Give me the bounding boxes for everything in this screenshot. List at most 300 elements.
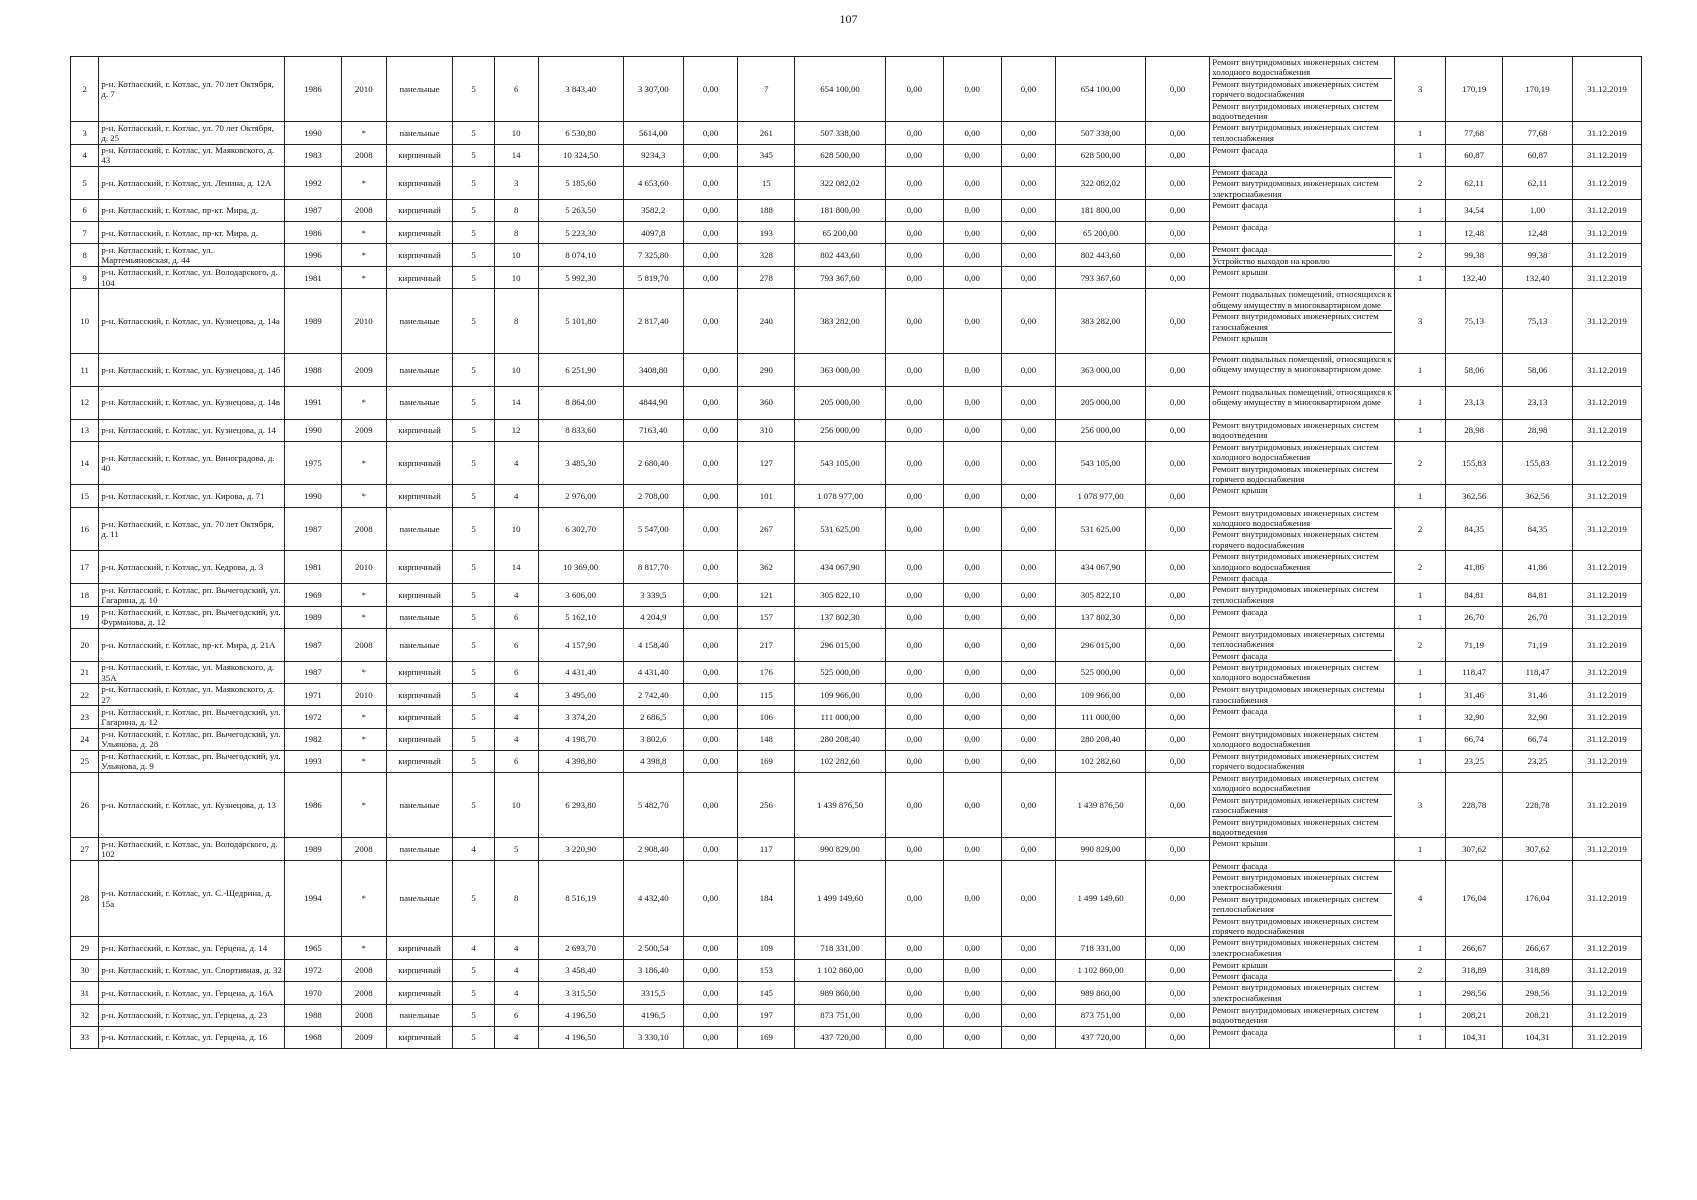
last-repair-year-cell: 2010 xyxy=(341,57,386,122)
row-number-cell: 18 xyxy=(71,584,99,606)
last-repair-year-cell: 2008 xyxy=(341,1004,386,1026)
table-row xyxy=(71,551,1642,584)
unit-cost-cell: 23,13 xyxy=(1446,386,1503,419)
table-row xyxy=(71,289,1642,354)
build-year-cell: 1975 xyxy=(285,441,342,485)
municipal-funds-cell: 0,00 xyxy=(1001,354,1056,387)
table-row xyxy=(71,57,1642,122)
total-cost-cell: 102 282,60 xyxy=(795,750,886,772)
residents-cell: 176 xyxy=(738,662,795,684)
residents-cell: 101 xyxy=(738,485,795,507)
residents-cell: 362 xyxy=(738,551,795,584)
total-area-cell: 8 074,10 xyxy=(538,244,623,267)
residents-cell: 310 xyxy=(738,419,795,441)
regional-funds-cell: 0,00 xyxy=(943,507,1001,551)
federal-funds-cell: 0,00 xyxy=(885,507,943,551)
build-year-cell: 1986 xyxy=(285,772,342,837)
federal-funds-cell: 0,00 xyxy=(885,267,943,289)
total-cost-cell: 990 829,00 xyxy=(795,838,886,860)
completion-date-cell: 31.12.2019 xyxy=(1572,684,1641,706)
build-year-cell: 1969 xyxy=(285,584,342,606)
unit-cost-cell: 66,74 xyxy=(1446,728,1503,750)
table-row xyxy=(71,728,1642,750)
non-residential-area-cell: 0,00 xyxy=(683,386,738,419)
total-area-cell: 3 485,30 xyxy=(538,441,623,485)
municipal-funds-cell: 0,00 xyxy=(1001,267,1056,289)
unit-cost-cell: 99,38 xyxy=(1446,244,1503,267)
unit-cost-cell: 170,19 xyxy=(1446,57,1503,122)
works-cell xyxy=(1210,838,1395,860)
total-area-cell: 8 833,60 xyxy=(538,419,623,441)
municipal-funds-cell: 0,00 xyxy=(1001,628,1056,661)
total-area-cell: 5 992,30 xyxy=(538,267,623,289)
table-row xyxy=(71,122,1642,144)
federal-funds-cell: 0,00 xyxy=(885,1026,943,1048)
table-row xyxy=(71,507,1642,551)
address-cell: р-н. Котласский, г. Котлас, ул. Герцена, д. 23 xyxy=(99,1004,285,1026)
federal-funds-cell: 0,00 xyxy=(885,860,943,937)
works-cell xyxy=(1210,982,1395,1004)
floors-cell: 5 xyxy=(453,662,495,684)
last-repair-year-cell: 2008 xyxy=(341,838,386,860)
address-cell: р-н. Котласский, г. Котлас, ул. С.-Щедрина, д. 15а xyxy=(99,860,285,937)
wall-material-cell: кирпичный xyxy=(386,728,453,750)
last-repair-year-cell: 2009 xyxy=(341,354,386,387)
total-area-cell: 10 369,00 xyxy=(538,551,623,584)
total-cost-cell: 205 000,00 xyxy=(795,386,886,419)
other-funds-cell: 0,00 xyxy=(1145,441,1209,485)
residents-cell: 360 xyxy=(738,386,795,419)
works-cell xyxy=(1210,750,1395,772)
works-count-cell: 1 xyxy=(1394,937,1445,959)
residential-area-cell: 2 817,40 xyxy=(623,289,683,354)
table-row xyxy=(71,267,1642,289)
repair-program-table xyxy=(70,56,1642,1049)
table-row xyxy=(71,606,1642,628)
residential-area-cell: 5 819,70 xyxy=(623,267,683,289)
limit-cost-cell: 12,48 xyxy=(1503,222,1573,244)
wall-material-cell: панельные xyxy=(386,606,453,628)
limit-cost-cell: 84,35 xyxy=(1503,507,1573,551)
municipal-funds-cell: 0,00 xyxy=(1001,772,1056,837)
wall-material-cell: кирпичный xyxy=(386,662,453,684)
table-body xyxy=(71,57,1642,1049)
row-number-cell: 25 xyxy=(71,750,99,772)
works-cell xyxy=(1210,222,1395,244)
unit-cost-cell: 84,81 xyxy=(1446,584,1503,606)
municipal-funds-cell: 0,00 xyxy=(1001,200,1056,222)
residents-cell: 153 xyxy=(738,959,795,982)
owner-funds-cell: 137 802,30 xyxy=(1056,606,1146,628)
completion-date-cell: 31.12.2019 xyxy=(1572,507,1641,551)
regional-funds-cell: 0,00 xyxy=(943,222,1001,244)
wall-material-cell: панельные xyxy=(386,122,453,144)
floors-cell: 5 xyxy=(453,386,495,419)
total-cost-cell: 181 800,00 xyxy=(795,200,886,222)
municipal-funds-cell: 0,00 xyxy=(1001,485,1056,507)
residents-cell: 127 xyxy=(738,441,795,485)
wall-material-cell: панельные xyxy=(386,57,453,122)
owner-funds-cell: 434 067,90 xyxy=(1056,551,1146,584)
floors-cell: 5 xyxy=(453,507,495,551)
address-cell: р-н. Котласский, г. Котлас, ул. Герцена, д. 16 xyxy=(99,1026,285,1048)
work-item: Ремонт крыши xyxy=(1212,267,1268,278)
work-item: Ремонт крыши xyxy=(1212,959,1268,970)
unit-cost-cell: 58,06 xyxy=(1446,354,1503,387)
regional-funds-cell: 0,00 xyxy=(943,57,1001,122)
completion-date-cell: 31.12.2019 xyxy=(1572,1004,1641,1026)
address-cell: р-н. Котласский, г. Котлас, ул. 70 лет Октября, д. 25 xyxy=(99,122,285,144)
residential-area-cell: 4 432,40 xyxy=(623,860,683,937)
regional-funds-cell: 0,00 xyxy=(943,584,1001,606)
limit-cost-cell: 155,83 xyxy=(1503,441,1573,485)
floors-cell: 5 xyxy=(453,441,495,485)
total-cost-cell: 802 443,60 xyxy=(795,244,886,267)
residential-area-cell: 9234,3 xyxy=(623,144,683,166)
row-number-cell: 19 xyxy=(71,606,99,628)
municipal-funds-cell: 0,00 xyxy=(1001,122,1056,144)
total-area-cell: 3 458,40 xyxy=(538,959,623,982)
other-funds-cell: 0,00 xyxy=(1145,551,1209,584)
unit-cost-cell: 104,31 xyxy=(1446,1026,1503,1048)
total-area-cell: 2 693,70 xyxy=(538,937,623,959)
address-cell: р-н. Котласский, г. Котлас, ул. Маяковского, д. 27 xyxy=(99,684,285,706)
works-count-cell: 2 xyxy=(1394,244,1445,267)
build-year-cell: 1988 xyxy=(285,1004,342,1026)
federal-funds-cell: 0,00 xyxy=(885,354,943,387)
works-count-cell: 1 xyxy=(1394,386,1445,419)
floors-cell: 5 xyxy=(453,419,495,441)
municipal-funds-cell: 0,00 xyxy=(1001,222,1056,244)
work-item: Ремонт фасада xyxy=(1212,200,1268,211)
work-item: Ремонт внутридомовых инженерных систем теплоснабжения xyxy=(1212,122,1379,143)
unit-cost-cell: 32,90 xyxy=(1446,706,1503,728)
work-item: Ремонт внутридомовых инженерных систем горячего водоснабжения xyxy=(1212,915,1392,937)
build-year-cell: 1987 xyxy=(285,200,342,222)
non-residential-area-cell: 0,00 xyxy=(683,684,738,706)
row-number-cell: 12 xyxy=(71,386,99,419)
limit-cost-cell: 362,56 xyxy=(1503,485,1573,507)
other-funds-cell: 0,00 xyxy=(1145,750,1209,772)
total-cost-cell: 628 500,00 xyxy=(795,144,886,166)
wall-material-cell: панельные xyxy=(386,838,453,860)
build-year-cell: 1981 xyxy=(285,551,342,584)
owner-funds-cell: 873 751,00 xyxy=(1056,1004,1146,1026)
non-residential-area-cell: 0,00 xyxy=(683,485,738,507)
address-cell: р-н. Котласский, г. Котлас, пр-кт. Мира, д. xyxy=(99,222,285,244)
works-cell xyxy=(1210,354,1395,387)
owner-funds-cell: 280 208,40 xyxy=(1056,728,1146,750)
other-funds-cell: 0,00 xyxy=(1145,860,1209,937)
residents-cell: 188 xyxy=(738,200,795,222)
residents-cell: 197 xyxy=(738,1004,795,1026)
works-count-cell: 3 xyxy=(1394,57,1445,122)
non-residential-area-cell: 0,00 xyxy=(683,772,738,837)
federal-funds-cell: 0,00 xyxy=(885,838,943,860)
work-item: Ремонт крыши xyxy=(1212,838,1268,849)
work-item: Ремонт внутридомовых инженерных систем горячего водоснабжения xyxy=(1212,463,1392,485)
work-item: Ремонт фасада xyxy=(1212,706,1268,717)
total-area-cell: 4 196,50 xyxy=(538,1004,623,1026)
limit-cost-cell: 23,25 xyxy=(1503,750,1573,772)
entrances-cell: 10 xyxy=(494,354,538,387)
works-cell xyxy=(1210,244,1395,267)
unit-cost-cell: 362,56 xyxy=(1446,485,1503,507)
floors-cell: 5 xyxy=(453,684,495,706)
residential-area-cell: 3408,80 xyxy=(623,354,683,387)
build-year-cell: 1972 xyxy=(285,959,342,982)
completion-date-cell: 31.12.2019 xyxy=(1572,485,1641,507)
works-count-cell: 1 xyxy=(1394,267,1445,289)
limit-cost-cell: 28,98 xyxy=(1503,419,1573,441)
last-repair-year-cell: 2008 xyxy=(341,982,386,1004)
non-residential-area-cell: 0,00 xyxy=(683,838,738,860)
total-cost-cell: 65 200,00 xyxy=(795,222,886,244)
row-number-cell: 24 xyxy=(71,728,99,750)
work-item: Ремонт внутридомовых инженерных систем водоотведения xyxy=(1212,1004,1379,1026)
residents-cell: 7 xyxy=(738,57,795,122)
non-residential-area-cell: 0,00 xyxy=(683,507,738,551)
last-repair-year-cell: * xyxy=(341,937,386,959)
floors-cell: 5 xyxy=(453,122,495,144)
works-cell xyxy=(1210,267,1395,289)
address-cell: р-н. Котласский, г. Котлас, ул. Ленина, д. 12А xyxy=(99,166,285,199)
entrances-cell: 4 xyxy=(494,959,538,982)
unit-cost-cell: 41,86 xyxy=(1446,551,1503,584)
residents-cell: 261 xyxy=(738,122,795,144)
owner-funds-cell: 1 439 876,50 xyxy=(1056,772,1146,837)
address-cell: р-н. Котласский, г. Котлас, ул. Маяковского, д. 43 xyxy=(99,144,285,166)
federal-funds-cell: 0,00 xyxy=(885,244,943,267)
wall-material-cell: кирпичный xyxy=(386,1026,453,1048)
municipal-funds-cell: 0,00 xyxy=(1001,244,1056,267)
other-funds-cell: 0,00 xyxy=(1145,485,1209,507)
non-residential-area-cell: 0,00 xyxy=(683,1004,738,1026)
total-cost-cell: 793 367,60 xyxy=(795,267,886,289)
other-funds-cell: 0,00 xyxy=(1145,684,1209,706)
works-cell xyxy=(1210,122,1395,144)
works-cell xyxy=(1210,144,1395,166)
last-repair-year-cell: 2010 xyxy=(341,289,386,354)
entrances-cell: 12 xyxy=(494,419,538,441)
repair-program-table-container xyxy=(70,56,1642,1049)
works-count-cell: 1 xyxy=(1394,144,1445,166)
work-item: Ремонт фасада xyxy=(1212,166,1268,177)
residents-cell: 121 xyxy=(738,584,795,606)
unit-cost-cell: 208,21 xyxy=(1446,1004,1503,1026)
address-cell: р-н. Котласский, г. Котлас, ул. Кедрова, д. 3 xyxy=(99,551,285,584)
federal-funds-cell: 0,00 xyxy=(885,166,943,199)
other-funds-cell: 0,00 xyxy=(1145,706,1209,728)
federal-funds-cell: 0,00 xyxy=(885,606,943,628)
other-funds-cell: 0,00 xyxy=(1145,959,1209,982)
limit-cost-cell: 75,13 xyxy=(1503,289,1573,354)
works-cell xyxy=(1210,166,1395,199)
regional-funds-cell: 0,00 xyxy=(943,551,1001,584)
works-cell xyxy=(1210,684,1395,706)
non-residential-area-cell: 0,00 xyxy=(683,551,738,584)
row-number-cell: 6 xyxy=(71,200,99,222)
total-cost-cell: 989 860,00 xyxy=(795,982,886,1004)
completion-date-cell: 31.12.2019 xyxy=(1572,354,1641,387)
floors-cell: 5 xyxy=(453,244,495,267)
works-cell xyxy=(1210,1004,1395,1026)
other-funds-cell: 0,00 xyxy=(1145,57,1209,122)
unit-cost-cell: 132,40 xyxy=(1446,267,1503,289)
works-cell xyxy=(1210,1026,1395,1048)
wall-material-cell: панельные xyxy=(386,507,453,551)
total-area-cell: 8 516,19 xyxy=(538,860,623,937)
total-cost-cell: 363 000,00 xyxy=(795,354,886,387)
other-funds-cell: 0,00 xyxy=(1145,662,1209,684)
non-residential-area-cell: 0,00 xyxy=(683,606,738,628)
total-area-cell: 10 324,50 xyxy=(538,144,623,166)
limit-cost-cell: 84,81 xyxy=(1503,584,1573,606)
works-count-cell: 1 xyxy=(1394,1004,1445,1026)
other-funds-cell: 0,00 xyxy=(1145,838,1209,860)
entrances-cell: 6 xyxy=(494,57,538,122)
municipal-funds-cell: 0,00 xyxy=(1001,1026,1056,1048)
total-area-cell: 5 101,80 xyxy=(538,289,623,354)
owner-funds-cell: 205 000,00 xyxy=(1056,386,1146,419)
works-cell xyxy=(1210,860,1395,937)
work-item: Ремонт подвальных помещений, относящихся к общему имуществу в многоквартирном доме xyxy=(1212,386,1392,408)
work-item: Ремонт фасада xyxy=(1212,1026,1268,1037)
row-number-cell: 28 xyxy=(71,860,99,937)
residential-area-cell: 5 482,70 xyxy=(623,772,683,837)
federal-funds-cell: 0,00 xyxy=(885,937,943,959)
entrances-cell: 4 xyxy=(494,1026,538,1048)
floors-cell: 5 xyxy=(453,628,495,661)
work-item: Ремонт внутридомовых инженерных систем газоснабжения xyxy=(1212,310,1392,332)
last-repair-year-cell: 2008 xyxy=(341,628,386,661)
row-number-cell: 16 xyxy=(71,507,99,551)
address-cell: р-н. Котласский, г. Котлас, ул. Кузнецова, д. 14б xyxy=(99,354,285,387)
address-cell: р-н. Котласский, г. Котлас, ул. Спортивная, д. 32 xyxy=(99,959,285,982)
floors-cell: 5 xyxy=(453,706,495,728)
municipal-funds-cell: 0,00 xyxy=(1001,144,1056,166)
floors-cell: 5 xyxy=(453,144,495,166)
owner-funds-cell: 305 822,10 xyxy=(1056,584,1146,606)
non-residential-area-cell: 0,00 xyxy=(683,728,738,750)
municipal-funds-cell: 0,00 xyxy=(1001,419,1056,441)
wall-material-cell: кирпичный xyxy=(386,959,453,982)
last-repair-year-cell: * xyxy=(341,122,386,144)
other-funds-cell: 0,00 xyxy=(1145,386,1209,419)
completion-date-cell: 31.12.2019 xyxy=(1572,200,1641,222)
owner-funds-cell: 111 000,00 xyxy=(1056,706,1146,728)
residents-cell: 345 xyxy=(738,144,795,166)
residents-cell: 278 xyxy=(738,267,795,289)
address-cell: р-н. Котласский, г. Котлас, ул. Герцена, д. 14 xyxy=(99,937,285,959)
address-cell: р-н. Котласский, г. Котлас, ул. Мартемьяновская, д. 44 xyxy=(99,244,285,267)
entrances-cell: 10 xyxy=(494,244,538,267)
completion-date-cell: 31.12.2019 xyxy=(1572,386,1641,419)
federal-funds-cell: 0,00 xyxy=(885,584,943,606)
build-year-cell: 1968 xyxy=(285,1026,342,1048)
row-number-cell: 14 xyxy=(71,441,99,485)
works-count-cell: 1 xyxy=(1394,684,1445,706)
owner-funds-cell: 990 829,00 xyxy=(1056,838,1146,860)
last-repair-year-cell: 2008 xyxy=(341,200,386,222)
other-funds-cell: 0,00 xyxy=(1145,628,1209,661)
work-item: Ремонт фасада xyxy=(1212,572,1392,583)
address-cell: р-н. Котласский, г. Котлас, рп. Вычегодский, ул. Фурманова, д. 12 xyxy=(99,606,285,628)
floors-cell: 5 xyxy=(453,772,495,837)
table-row xyxy=(71,662,1642,684)
residents-cell: 217 xyxy=(738,628,795,661)
municipal-funds-cell: 0,00 xyxy=(1001,662,1056,684)
unit-cost-cell: 84,35 xyxy=(1446,507,1503,551)
row-number-cell: 9 xyxy=(71,267,99,289)
entrances-cell: 4 xyxy=(494,584,538,606)
wall-material-cell: кирпичный xyxy=(386,485,453,507)
address-cell: р-н. Котласский, г. Котлас, рп. Вычегодский, ул. Ульянова, д. 28 xyxy=(99,728,285,750)
address-cell: р-н. Котласский, г. Котлас, ул. Кирова, д. 71 xyxy=(99,485,285,507)
floors-cell: 5 xyxy=(453,584,495,606)
table-row xyxy=(71,1026,1642,1048)
row-number-cell: 32 xyxy=(71,1004,99,1026)
regional-funds-cell: 0,00 xyxy=(943,386,1001,419)
row-number-cell: 27 xyxy=(71,838,99,860)
wall-material-cell: кирпичный xyxy=(386,684,453,706)
last-repair-year-cell: 2008 xyxy=(341,959,386,982)
municipal-funds-cell: 0,00 xyxy=(1001,551,1056,584)
owner-funds-cell: 322 082,02 xyxy=(1056,166,1146,199)
total-cost-cell: 531 625,00 xyxy=(795,507,886,551)
total-cost-cell: 322 082,02 xyxy=(795,166,886,199)
page-number: 107 xyxy=(839,12,858,26)
table-row xyxy=(71,860,1642,937)
regional-funds-cell: 0,00 xyxy=(943,485,1001,507)
non-residential-area-cell: 0,00 xyxy=(683,750,738,772)
row-number-cell: 4 xyxy=(71,144,99,166)
build-year-cell: 1990 xyxy=(285,485,342,507)
total-cost-cell: 718 331,00 xyxy=(795,937,886,959)
other-funds-cell: 0,00 xyxy=(1145,584,1209,606)
build-year-cell: 1992 xyxy=(285,166,342,199)
build-year-cell: 1988 xyxy=(285,354,342,387)
unit-cost-cell: 118,47 xyxy=(1446,662,1503,684)
table-row xyxy=(71,419,1642,441)
federal-funds-cell: 0,00 xyxy=(885,441,943,485)
work-item: Ремонт внутридомовых инженерных систем горячего водоснабжения xyxy=(1212,750,1379,772)
residential-area-cell: 8 817,70 xyxy=(623,551,683,584)
regional-funds-cell: 0,00 xyxy=(943,144,1001,166)
regional-funds-cell: 0,00 xyxy=(943,684,1001,706)
work-item: Ремонт внутридомовых инженерных систем холодного водоснабжения xyxy=(1212,441,1379,463)
federal-funds-cell: 0,00 xyxy=(885,706,943,728)
limit-cost-cell: 66,74 xyxy=(1503,728,1573,750)
row-number-cell: 26 xyxy=(71,772,99,837)
works-cell xyxy=(1210,628,1395,661)
works-count-cell: 2 xyxy=(1394,166,1445,199)
non-residential-area-cell: 0,00 xyxy=(683,937,738,959)
last-repair-year-cell: * xyxy=(341,662,386,684)
regional-funds-cell: 0,00 xyxy=(943,1004,1001,1026)
works-count-cell: 2 xyxy=(1394,507,1445,551)
residents-cell: 106 xyxy=(738,706,795,728)
works-cell xyxy=(1210,606,1395,628)
work-item: Ремонт внутридомовых инженерных систем водоотведения xyxy=(1212,100,1392,122)
other-funds-cell: 0,00 xyxy=(1145,267,1209,289)
non-residential-area-cell: 0,00 xyxy=(683,662,738,684)
row-number-cell: 23 xyxy=(71,706,99,728)
unit-cost-cell: 75,13 xyxy=(1446,289,1503,354)
work-item: Ремонт внутридомовых инженерных систем горячего водоснабжения xyxy=(1212,528,1392,550)
last-repair-year-cell: 2010 xyxy=(341,551,386,584)
work-item: Ремонт внутридомовых инженерных систем электроснабжения xyxy=(1212,982,1379,1003)
